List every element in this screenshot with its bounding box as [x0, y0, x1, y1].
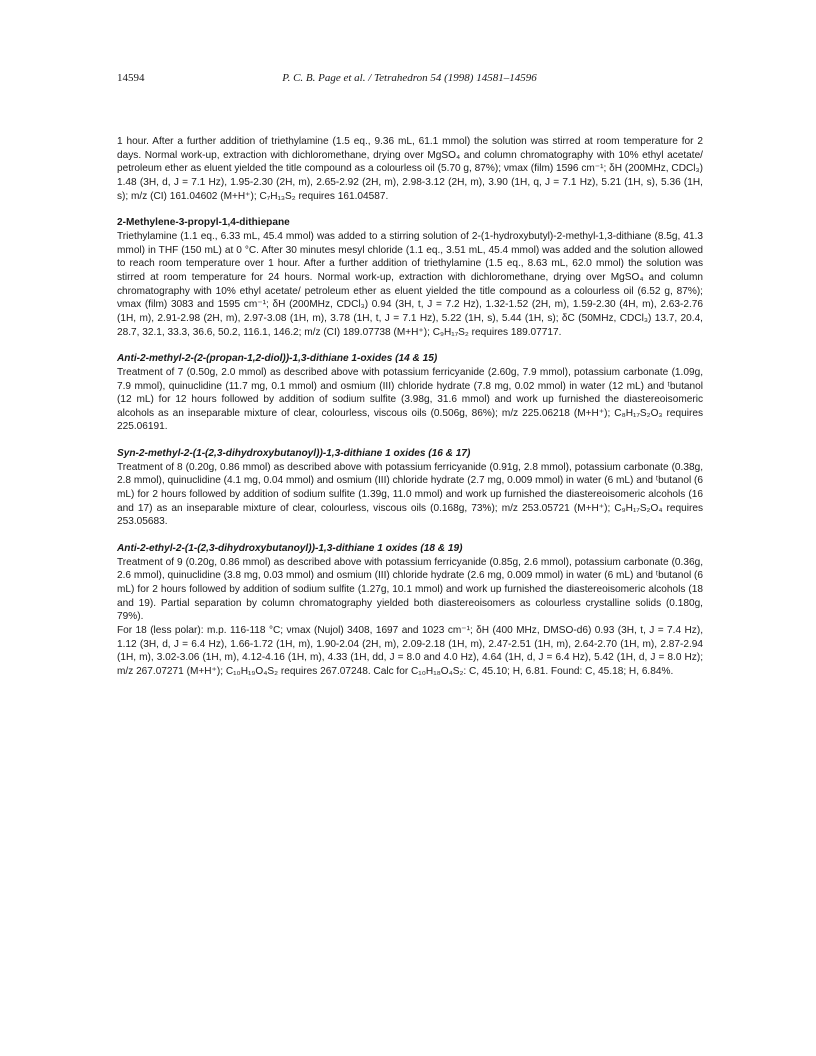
page-number: 14594: [117, 72, 145, 84]
section-anti-methyl-oxides: [117, 352, 703, 434]
section-heading: Anti-2-ethyl-2-(1-(2,3-dihydroxybutanoyl))-1,3-dithiane 1 oxides (18 & 19): [117, 543, 463, 555]
section-paragraph-characterization: For 18 (less polar): m.p. 116-118 °C; νmax (Nujol) 3408, 1697 and 1023 cm⁻¹; δH (400 MHz, DMSO-d6) 0.93 (3H, t, J = 7.4 Hz), 1.12 (3H, d, J = 6.4 Hz), 1.66-1.72 (1H, m), 1.90-2.04 (2H, m), 2.09-2.18 (1H, m), 2.47-2.51 (1H, m), 2.64-2.70 (1H, m), 2.87-2.94 (1H, m), 3.02-3.06 (1H, m), 4.12-4.16 (1H, m), 4.33 (1H, dd, J = 8.0 and 4.0 Hz), 4.64 (1H, d, J = 6.4 Hz), 5.42 (1H, d, J = 8.0 Hz); m/z 267.07271 (M+H⁺); C₁₀H₁₉O₄S₂ requires 267.07248. Calc for C₁₀H₁₈O₄S₂: C, 45.10; H, 6.81. Found: C, 45.18; H, 6.84%.: [117, 625, 703, 677]
section-heading: Anti-2-methyl-2-(2-(propan-1,2-diol))-1,3-dithiane 1-oxides (14 & 15): [117, 353, 438, 365]
section-anti-ethyl-oxides: [117, 542, 703, 679]
section-heading: 2-Methylene-3-propyl-1,4-dithiepane: [117, 217, 290, 229]
running-header: [117, 72, 702, 84]
section-paragraph: Treatment of 7 (0.50g, 2.0 mmol) as described above with potassium ferricyanide (2.60g, 7.9 mmol), potassium carbonate (1.09g, 7.9 mmol), quinuclidine (11.7 mg, 0.1 mmol) and osmium (III) chloride hydrate (7.8 mg, 0.02 mmol) in water (12 mL) and ᵗbutanol (12 mL) for 12 hours followed by addition of sodium sulfite (3.98g, 31.6 mmol) and work up furnished the diastereoisomeric alcohols as an inseparable mixture of clear, colourless, viscous oils (0.506g, 86%); m/z 225.06218 (M+H⁺); C₈H₁₇S₂O₃ requires 225.06191.: [117, 366, 703, 433]
section-paragraph: Triethylamine (1.1 eq., 6.33 mL, 45.4 mmol) was added to a stirring solution of 2-(1-hydroxybutyl)-2-methyl-1,3-dithiane (8.5g, 41.3 mmol) in THF (150 mL) at 0 °C. After 30 minutes mesyl chloride (1.1 eq., 3.51 mL, 45.4 mmol) was added and the solution allowed to reach room temperature over 1 hour. After a further addition of triethylamine (1.5 eq., 8.63 mL, 62.0 mmol) the solution was stirred at room temperature for 24 hours. Normal work-up, extraction with dichloromethane, drying over MgSO₄ and column chromatography with 10% ethyl acetate/ petroleum ether as eluent yielded the title compound as a colourless oil (6.52 g, 87%); νmax (film) 3083 and 1595 cm⁻¹; δH (200MHz, CDCl₃) 0.94 (3H, t, J = 7.2 Hz), 1.32-1.52 (2H, m), 1.59-2.30 (4H, m), 2.63-2.76 (1H, m), 2.91-2.98 (2H, m), 2.97-3.08 (1H, m), 3.78 (1H, t, J = 7.1 Hz), 5.22 (1H, s), 5.44 (1H, s); δC (50MHz, CDCl₃) 13.7, 20.4, 28.7, 32.1, 33.3, 36.6, 50.2, 116.1, 146.2; m/z (CI) 189.07738 (M+H⁺); C₉H₁₇S₂ requires 189.07717.: [117, 230, 703, 338]
section-methylene-dithiepane: [117, 216, 703, 339]
intro-paragraph: 1 hour. After a further addition of triethylamine (1.5 eq., 9.36 mL, 61.1 mmol) the solution was stirred at room temperature for 2 days. Normal work-up, extraction with dichloromethane, drying over MgSO₄ and column chromatography with 10% ethyl acetate/ petroleum ether as eluent yielded the title compound as a colourless oil (5.70 g, 87%); νmax (film) 1596 cm⁻¹; δH (200MHz, CDCl₃) 1.48 (3H, d, J = 7.1 Hz), 1.95-2.30 (2H, m), 2.65-2.92 (2H, m), 2.98-3.12 (2H, m), 3.90 (1H, q, J = 7.1 Hz), 5.21 (1H, s), 5.36 (1H, s); m/z (CI) 161.04602 (M+H⁺); C₇H₁₃S₂ requires 161.04587.: [117, 136, 703, 202]
section-heading: Syn-2-methyl-2-(1-(2,3-dihydroxybutanoyl))-1,3-dithiane 1 oxides (16 & 17): [117, 448, 471, 460]
journal-reference: P. C. B. Page et al. / Tetrahedron 54 (1998) 14581–14596: [282, 72, 537, 84]
section-paragraph: Treatment of 8 (0.20g, 0.86 mmol) as described above with potassium ferricyanide (0.91g, 2.8 mmol), potassium carbonate (0.38g, 2.8 mmol), quinuclidine (4.1 mg, 0.04 mmol) and osmium (III) chloride hydrate (2.7 mg, 0.009 mmol) in water (6 mL) and ᵗbutanol (6 mL) for 2 hours followed by addition of sodium sulfite (1.39g, 11.0 mmol) and work up furnished the diastereoisomeric alcohols (16 and 17) as an inseparable mixture of clear, colourless, viscous oils (0.168g, 73%); m/z 253.05721 (M+H⁺); C₉H₁₇S₂O₄ requires 253.05683.: [117, 461, 703, 528]
section-syn-methyl-oxides: [117, 447, 703, 529]
section-paragraph: Treatment of 9 (0.20g, 0.86 mmol) as described above with potassium ferricyanide (0.85g, 2.6 mmol), potassium carbonate (0.36g, 2.6 mmol), quinuclidine (3.8 mg, 0.03 mmol) and osmium (III) chloride hydrate (2.6 mg, 0.009 mmol) in water (6 mL) and ᵗbutanol (6 mL) for 2 hours followed by addition of sodium sulfite (1.27g, 10.1 mmol) and work up furnished the diastereoisomeric alcohols (18 and 19). Partial separation by column chromatography yielded both diastereoisomers as colourless crystalline solids (0.180g, 79%).: [117, 556, 703, 623]
body-text: [117, 135, 703, 679]
